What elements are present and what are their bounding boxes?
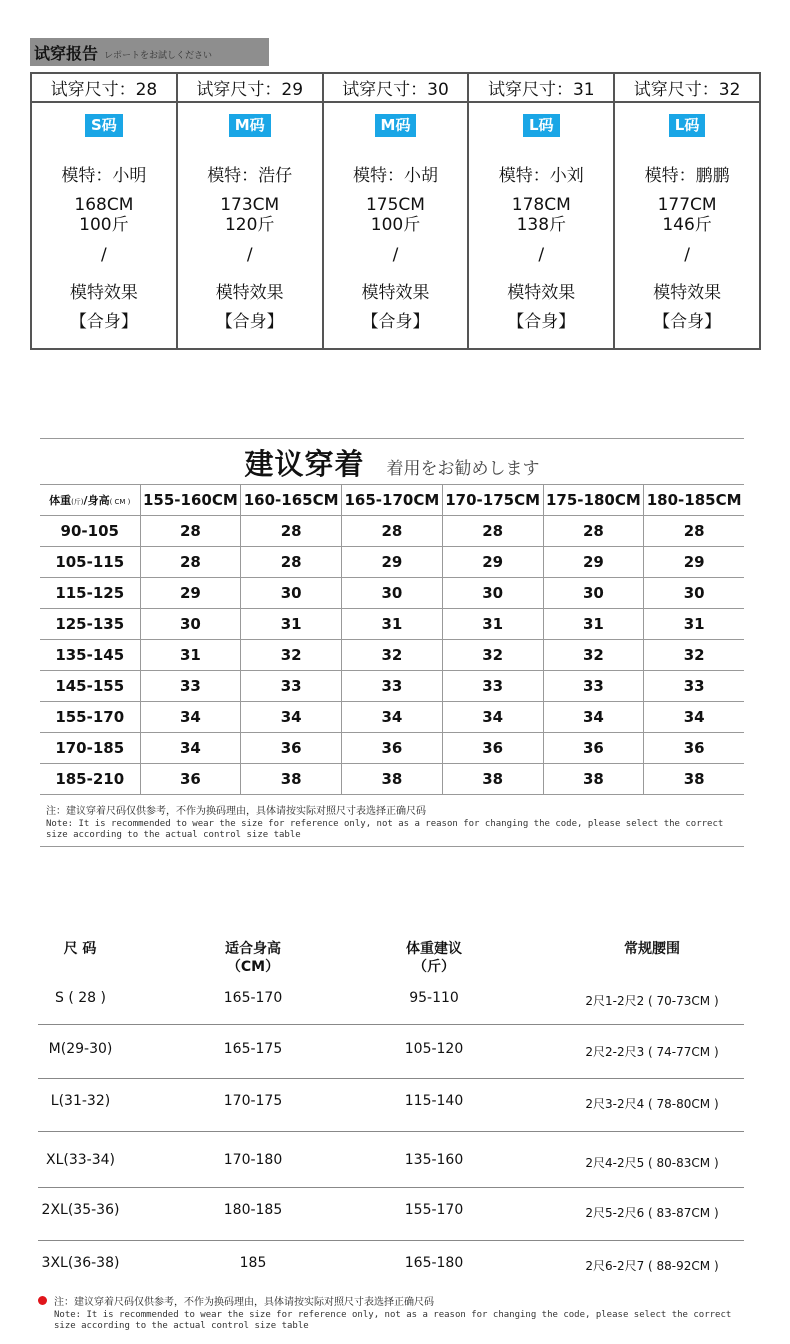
slash-separator: / — [684, 245, 690, 265]
try-size-label: 试穿尺寸：32 — [615, 74, 759, 103]
try-on-report-table — [30, 72, 761, 350]
grid-size-cell: 32 — [442, 640, 543, 671]
grid-size-cell: 33 — [241, 671, 342, 702]
spec-weight-cell: 95-110 — [409, 990, 459, 1006]
spec-waist-cell: 2尺4-2尺5 ( 80-83CM ) — [585, 1156, 719, 1170]
model-weight: 146斤 — [662, 215, 712, 235]
spec-weight-cell: 115-140 — [404, 1093, 464, 1109]
model-name: 模特：浩仔 — [207, 166, 293, 186]
grid-size-cell: 28 — [241, 516, 342, 547]
grid-size-cell: 31 — [140, 640, 241, 671]
grid-size-cell: 34 — [442, 702, 543, 733]
table-row — [40, 578, 744, 609]
spec-note-en: Note: It is recommended to wear the size for reference only, not as a reason for changing the code, please select the correct size according to the actual control size table — [54, 1310, 732, 1331]
try-size-label: 试穿尺寸：31 — [469, 74, 613, 103]
grid-size-cell: 36 — [644, 733, 744, 764]
size-badge: S码 — [85, 114, 123, 137]
size-badge: M码 — [375, 114, 417, 137]
model-height: 175CM — [365, 195, 425, 215]
model-height: 178CM — [511, 195, 571, 215]
grid-weight-cell: 185-210 — [40, 764, 140, 795]
grid-size-cell: 30 — [140, 609, 241, 640]
grid-size-cell: 32 — [644, 640, 744, 671]
model-effect-label: 模特效果 — [361, 283, 430, 303]
grid-size-cell: 31 — [644, 609, 744, 640]
recommendation-title-bar — [40, 440, 744, 484]
grid-size-cell: 38 — [241, 764, 342, 795]
grid-size-cell: 31 — [241, 609, 342, 640]
model-effect-label: 模特效果 — [653, 283, 722, 303]
grid-size-cell: 28 — [442, 516, 543, 547]
grid-weight-cell: 135-145 — [40, 640, 140, 671]
report-column — [178, 74, 324, 348]
spec-waist-cell: 2尺5-2尺6 ( 83-87CM ) — [585, 1206, 719, 1220]
grid-size-cell: 30 — [543, 578, 644, 609]
model-name: 模特：鹏鹏 — [644, 166, 730, 186]
grid-size-cell: 38 — [442, 764, 543, 795]
grid-size-cell: 29 — [442, 547, 543, 578]
grid-height-header: 160-165CM — [241, 485, 342, 516]
grid-size-cell: 32 — [241, 640, 342, 671]
size-badge: L码 — [523, 114, 560, 137]
grid-height-header: 155-160CM — [140, 485, 241, 516]
spec-weight-cell: 165-180 — [404, 1255, 464, 1271]
try-size-label: 试穿尺寸：28 — [32, 74, 176, 103]
spec-row-divider — [38, 1078, 744, 1079]
spec-size-cell: S ( 28 ) — [55, 990, 106, 1006]
table-row — [40, 516, 744, 547]
grid-size-cell: 34 — [543, 702, 644, 733]
grid-weight-cell: 170-185 — [40, 733, 140, 764]
grid-size-cell: 34 — [140, 733, 241, 764]
spec-weight-cell: 155-170 — [404, 1202, 464, 1218]
grid-size-cell: 31 — [342, 609, 443, 640]
model-effect-value: 【合身】 — [361, 312, 430, 332]
table-row — [40, 547, 744, 578]
spec-height-cell: 165-170 — [223, 990, 283, 1006]
spec-header-height-label: 适合身高 — [225, 941, 281, 957]
size-recommendation-grid — [40, 484, 744, 795]
model-effect-value: 【合身】 — [215, 312, 284, 332]
report-title-tag — [30, 38, 269, 66]
corner-weight-unit: (斤) — [71, 498, 84, 506]
spec-waist-cell: 2尺3-2尺4 ( 78-80CM ) — [585, 1097, 719, 1111]
model-name: 模特：小明 — [61, 166, 147, 186]
grid-size-cell: 31 — [543, 609, 644, 640]
model-effect-value: 【合身】 — [653, 312, 722, 332]
slash-separator: / — [246, 245, 253, 265]
grid-size-cell: 36 — [442, 733, 543, 764]
model-effect-label: 模特效果 — [507, 283, 576, 303]
model-effect-value: 【合身】 — [507, 312, 576, 332]
model-height: 168CM — [74, 195, 134, 215]
try-size-label: 试穿尺寸：29 — [178, 74, 322, 103]
model-effect-label: 模特效果 — [215, 283, 284, 303]
model-height: 177CM — [657, 195, 717, 215]
spec-waist-cell: 2尺6-2尺7 ( 88-92CM ) — [585, 1259, 719, 1273]
model-height: 173CM — [220, 195, 280, 215]
recommendation-note — [46, 802, 744, 841]
recommendation-note-en: Note: It is recommended to wear the size for reference only, not as a reason for changing the code, please select the correct size according to the actual control size table — [46, 819, 724, 840]
grid-size-cell: 30 — [442, 578, 543, 609]
spec-size-cell: 3XL(36-38) — [41, 1255, 120, 1271]
slash-separator: / — [101, 245, 107, 265]
model-effect-value: 【合身】 — [69, 312, 138, 332]
spec-height-cell: 165-175 — [223, 1041, 283, 1057]
recommendation-note-cn: 注：建议穿着尺码仅供参考，不作为换码理由，具体请按实际对照尺寸表选择正确尺码 — [46, 806, 426, 817]
model-effect-label: 模特效果 — [69, 283, 138, 303]
grid-weight-cell: 145-155 — [40, 671, 140, 702]
grid-size-cell: 38 — [543, 764, 644, 795]
size-badge: M码 — [229, 114, 271, 137]
grid-size-cell: 36 — [241, 733, 342, 764]
grid-size-cell: 28 — [140, 516, 241, 547]
spec-note — [38, 1293, 744, 1332]
spec-size-cell: XL(33-34) — [46, 1152, 115, 1168]
report-title: 试穿报告 — [34, 43, 99, 63]
table-row — [40, 733, 744, 764]
grid-size-cell: 34 — [241, 702, 342, 733]
grid-size-cell: 33 — [140, 671, 241, 702]
grid-size-cell: 38 — [644, 764, 744, 795]
grid-weight-cell: 155-170 — [40, 702, 140, 733]
grid-size-cell: 34 — [644, 702, 744, 733]
corner-weight-label: 体重 — [49, 494, 72, 507]
red-dot-icon — [38, 1296, 47, 1305]
grid-size-cell: 34 — [342, 702, 443, 733]
try-size-label: 试穿尺寸：30 — [324, 74, 468, 103]
grid-size-cell: 33 — [342, 671, 443, 702]
grid-size-cell: 30 — [644, 578, 744, 609]
corner-height-unit: ( CM ) — [109, 498, 131, 506]
table-row — [40, 609, 744, 640]
grid-weight-cell: 115-125 — [40, 578, 140, 609]
recommendation-subtitle: 着用をお勧めします — [386, 458, 540, 479]
grid-corner-cell — [40, 485, 140, 516]
spec-note-cn: 注：建议穿着尺码仅供参考，不作为换码理由，具体请按实际对照尺寸表选择正确尺码 — [54, 1297, 434, 1308]
grid-size-cell: 36 — [342, 733, 443, 764]
table-row — [40, 702, 744, 733]
slash-separator: / — [392, 245, 399, 265]
grid-size-cell: 33 — [543, 671, 644, 702]
spec-size-cell: L(31-32) — [50, 1093, 111, 1109]
grid-height-header: 165-170CM — [342, 485, 443, 516]
grid-size-cell: 29 — [342, 547, 443, 578]
spec-header-size: 尺 码 — [63, 941, 97, 957]
spec-waist-cell: 2尺2-2尺3 ( 74-77CM ) — [585, 1045, 719, 1059]
grid-size-cell: 36 — [543, 733, 644, 764]
spec-header-weight-unit: （斤） — [413, 959, 455, 975]
spec-header-height-unit: （CM） — [226, 959, 280, 975]
grid-size-cell: 30 — [342, 578, 443, 609]
spec-header-weight — [374, 940, 494, 976]
corner-height-label: /身高 — [83, 494, 110, 507]
grid-size-cell: 36 — [140, 764, 241, 795]
grid-size-cell: 29 — [140, 578, 241, 609]
spec-row-divider — [38, 1187, 744, 1188]
spec-height-cell: 185 — [239, 1255, 267, 1271]
grid-size-cell: 28 — [241, 547, 342, 578]
spec-height-cell: 170-180 — [223, 1152, 283, 1168]
recommendation-title: 建议穿着 — [244, 446, 365, 481]
model-name: 模特：小胡 — [352, 166, 438, 186]
spec-row-divider — [38, 1240, 744, 1241]
model-weight: 138斤 — [516, 215, 567, 235]
report-column — [32, 74, 178, 348]
spec-header-height — [193, 940, 313, 976]
spec-row-divider — [38, 1131, 744, 1132]
grid-weight-cell: 90-105 — [40, 516, 140, 547]
grid-size-cell: 29 — [644, 547, 744, 578]
grid-size-cell: 28 — [342, 516, 443, 547]
grid-size-cell: 33 — [442, 671, 543, 702]
report-column — [469, 74, 615, 348]
size-badge: L码 — [669, 114, 706, 137]
report-column — [615, 74, 759, 348]
grid-size-cell: 28 — [543, 516, 644, 547]
grid-size-cell: 33 — [644, 671, 744, 702]
report-subtitle: レポートをお試しください — [104, 50, 213, 61]
spec-header-weight-label: 体重建议 — [406, 941, 462, 957]
spec-header-waist: 常规腰围 — [624, 941, 680, 957]
grid-size-cell: 38 — [342, 764, 443, 795]
grid-size-cell: 32 — [342, 640, 443, 671]
table-row — [40, 671, 744, 702]
grid-weight-cell: 105-115 — [40, 547, 140, 578]
spec-height-cell: 170-175 — [223, 1093, 283, 1109]
report-column — [324, 74, 470, 348]
spec-row-divider — [38, 1024, 744, 1025]
grid-size-cell: 34 — [140, 702, 241, 733]
recommendation-top-divider — [40, 438, 744, 439]
grid-weight-cell: 125-135 — [40, 609, 140, 640]
grid-size-cell: 29 — [543, 547, 644, 578]
grid-header-row — [40, 485, 744, 516]
table-row — [40, 764, 744, 795]
model-weight: 100斤 — [79, 215, 129, 235]
model-weight: 100斤 — [370, 215, 421, 235]
spec-weight-cell: 105-120 — [404, 1041, 464, 1057]
grid-height-header: 180-185CM — [644, 485, 744, 516]
table-row — [40, 640, 744, 671]
grid-size-cell: 31 — [442, 609, 543, 640]
model-name: 模特：小刘 — [498, 166, 584, 186]
grid-height-header: 170-175CM — [442, 485, 543, 516]
model-weight: 120斤 — [224, 215, 275, 235]
slash-separator: / — [538, 245, 545, 265]
spec-waist-cell: 2尺1-2尺2 ( 70-73CM ) — [585, 994, 719, 1008]
grid-size-cell: 28 — [644, 516, 744, 547]
grid-height-header: 175-180CM — [543, 485, 644, 516]
grid-size-cell: 32 — [543, 640, 644, 671]
spec-size-cell: 2XL(35-36) — [41, 1202, 120, 1218]
spec-size-cell: M(29-30) — [48, 1041, 113, 1057]
spec-height-cell: 180-185 — [223, 1202, 283, 1218]
spec-weight-cell: 135-160 — [404, 1152, 464, 1168]
grid-size-cell: 30 — [241, 578, 342, 609]
recommendation-bottom-divider — [40, 846, 744, 847]
grid-size-cell: 28 — [140, 547, 241, 578]
